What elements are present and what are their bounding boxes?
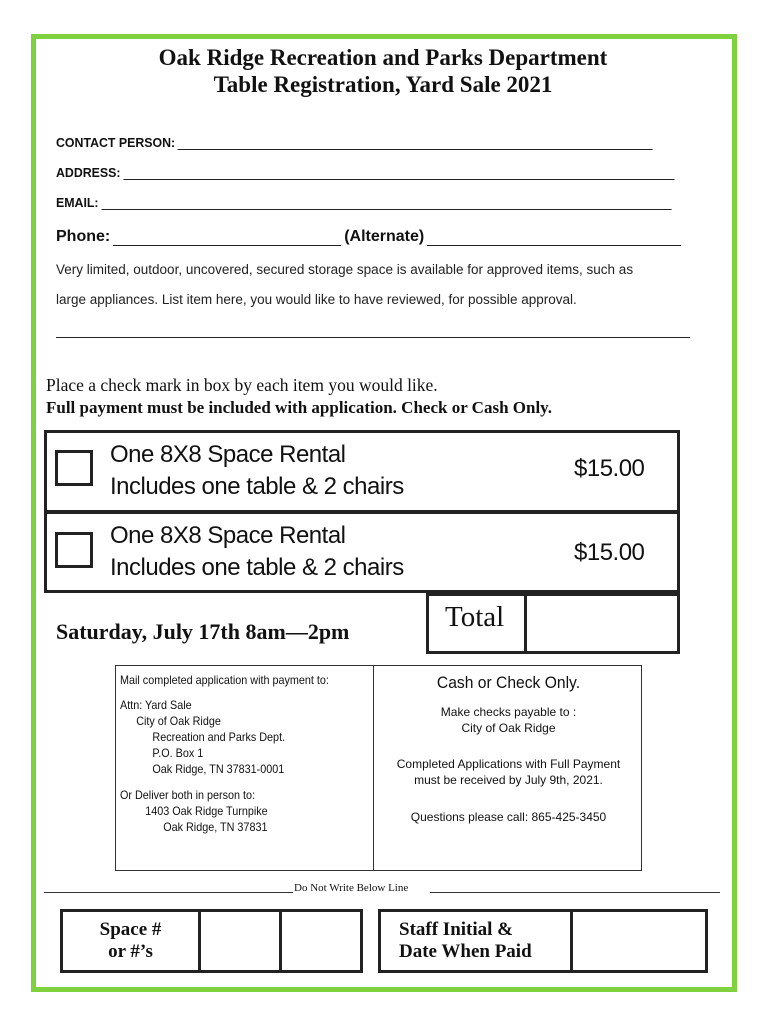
staff-initial-box xyxy=(378,909,708,973)
rental-price: $15.00 xyxy=(574,455,645,482)
mail-address-line: City of Oak Ridge xyxy=(136,714,221,728)
alternate-label: (Alternate) xyxy=(344,228,425,245)
form-subtitle: Table Registration, Yard Sale 2021 xyxy=(213,72,553,97)
staff-label-line2: Date When Paid xyxy=(399,941,532,962)
payment-instruction: Full payment must be included with application. Check or Cash Only. xyxy=(46,398,552,417)
mail-address-line: Oak Ridge, TN 37831-0001 xyxy=(152,762,285,776)
storage-item-line[interactable] xyxy=(56,337,690,338)
deliver-address-line: Oak Ridge, TN 37831 xyxy=(163,820,268,834)
rental-title: One 8X8 Space Rental xyxy=(110,441,346,468)
address-line[interactable] xyxy=(123,168,674,180)
rental-checkbox-1[interactable] xyxy=(55,450,93,486)
questions-phone: Questions please call: 865-425-3450 xyxy=(410,810,607,824)
checkbox-instruction: Place a check mark in box by each item you would like. xyxy=(46,375,438,395)
contact-person-field[interactable] xyxy=(56,132,653,150)
phone-field[interactable] xyxy=(56,226,684,246)
email-label: EMAIL: xyxy=(56,195,99,210)
phone-label: Phone: xyxy=(56,228,111,245)
space-number-box xyxy=(60,909,363,973)
contact-person-label: CONTACT PERSON: xyxy=(56,135,176,150)
staff-cell-divider xyxy=(570,912,573,970)
space-label-line1: Space # xyxy=(99,919,162,940)
cash-or-check: Cash or Check Only. xyxy=(436,673,581,692)
mail-attn: Attn: Yard Sale xyxy=(120,698,192,712)
storage-note-line2: large appliances. List item here, you would like to have reviewed, for possible approval. xyxy=(56,292,577,307)
do-not-write-text: Do Not Write Below Line xyxy=(294,882,409,894)
total-box xyxy=(426,593,680,654)
mail-address-line: P.O. Box 1 xyxy=(152,746,204,760)
space-number-label xyxy=(63,919,198,963)
space-cell-divider xyxy=(198,912,201,970)
mailing-info-box xyxy=(115,665,642,871)
deliver-heading: Or Deliver both in person to: xyxy=(120,788,256,802)
address-label: ADDRESS: xyxy=(56,165,121,180)
storage-note-line1: Very limited, outdoor, uncovered, secured storage space is available for approved items, such as xyxy=(56,262,634,277)
total-divider xyxy=(524,596,527,651)
contact-person-line[interactable] xyxy=(178,138,653,150)
divider-line-left xyxy=(44,892,293,893)
payable-line: Make checks payable to : xyxy=(440,705,577,719)
rental-price: $15.00 xyxy=(574,539,645,566)
divider-line-right xyxy=(430,892,720,893)
rental-option-1 xyxy=(44,430,680,513)
address-field[interactable] xyxy=(56,162,674,180)
space-label-line2: or #’s xyxy=(108,941,153,962)
form-title: Oak Ridge Recreation and Parks Department xyxy=(158,45,608,70)
deliver-address-line: 1403 Oak Ridge Turnpike xyxy=(145,804,268,818)
staff-initial-label xyxy=(399,919,532,963)
event-date: Saturday, July 17th 8am—2pm xyxy=(56,619,350,644)
payment-instructions xyxy=(374,672,643,825)
deadline-line: Completed Applications with Full Payment xyxy=(396,757,621,771)
rental-description: Includes one table & 2 chairs xyxy=(110,554,404,581)
rental-description: Includes one table & 2 chairs xyxy=(110,473,404,500)
mail-heading: Mail completed application with payment to: xyxy=(120,673,329,687)
mail-instructions xyxy=(120,672,329,835)
do-not-write-divider xyxy=(44,882,720,894)
deadline-date: must be received by July 9th, 2021. xyxy=(414,773,603,787)
email-field[interactable] xyxy=(56,192,671,210)
staff-label-line1: Staff Initial & xyxy=(399,919,513,940)
phone-line[interactable] xyxy=(113,232,341,246)
space-cell-divider xyxy=(279,912,282,970)
payable-name: City of Oak Ridge xyxy=(461,721,556,735)
rental-title: One 8X8 Space Rental xyxy=(110,522,346,549)
total-label: Total xyxy=(445,601,505,633)
email-line[interactable] xyxy=(101,198,671,210)
rental-checkbox-2[interactable] xyxy=(55,532,93,568)
rental-option-2 xyxy=(44,511,680,593)
mail-address-line: Recreation and Parks Dept. xyxy=(152,730,286,744)
alternate-phone-line[interactable] xyxy=(427,232,681,246)
